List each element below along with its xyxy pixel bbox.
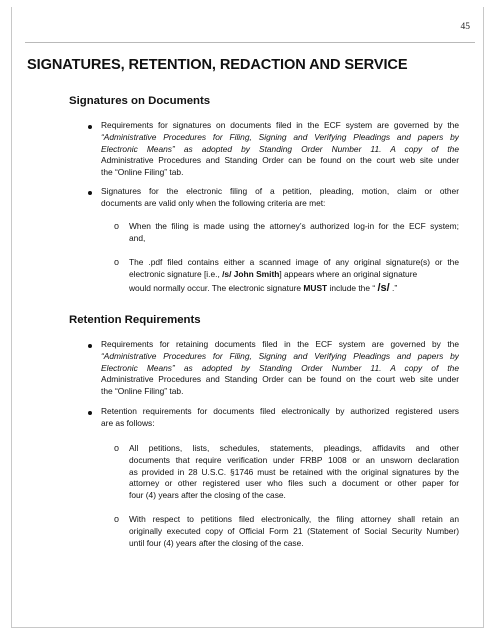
bullet-marker: [88, 191, 92, 195]
page-title: SIGNATURES, RETENTION, REDACTION AND SERVICE: [27, 57, 408, 73]
paragraph-signature-criteria: [101, 186, 459, 210]
text-line: Requirements for signatures on documents filed in the ECF system are governed by the: [101, 120, 459, 130]
text-line: are as follows:: [101, 417, 155, 428]
page-border-right: [483, 7, 484, 627]
text-line: [129, 283, 459, 295]
electronic-signature-example: /s/ John Smith: [222, 268, 280, 279]
text-line: and,: [129, 232, 146, 243]
page-number: 45: [460, 22, 470, 32]
text-line: the “Online Filing” tab.: [101, 167, 184, 178]
page-border-left: [11, 7, 12, 627]
text-line: [101, 363, 459, 375]
text-fragment: electronic signature [i.e.,: [129, 268, 223, 279]
text-line: Retention requirements for documents filed electronically by authorized registered users: [101, 406, 459, 416]
text-fragment: would normally occur. The electronic signature: [129, 282, 304, 293]
text-line: Signatures for the electronic filing of a petition, pleading, motion, claim or other: [101, 186, 459, 196]
bullet-marker: [88, 411, 92, 415]
text-line: “Administrative Procedures for Filing, Signing and Verifying Pleadings and papers by: [101, 131, 459, 142]
text-line: With respect to petitions filed electronically, the filing attorney shall retain an: [129, 514, 459, 524]
subitem-marker: o: [114, 221, 120, 231]
section-heading-signatures: Signatures on Documents: [69, 95, 211, 107]
must-emphasis: MUST: [303, 282, 328, 293]
subitem-pdf-signature: [129, 257, 459, 294]
text-line: Electronic Means” as adopted by Standing Order Number 11. A copy of the: [101, 143, 459, 154]
text-line: documents are valid only when the following criteria are met:: [101, 197, 326, 208]
text-line: “Administrative Procedures for Filing, Signing and Verifying Pleadings and papers by: [101, 350, 459, 361]
subitem-marker: o: [114, 257, 120, 267]
page-border-bottom: [11, 627, 484, 628]
subitem-official-form-21: [129, 514, 459, 549]
header-rule: [25, 42, 475, 43]
text-line: Administrative Procedures and Standing Order can be found on the court web site under: [101, 374, 459, 385]
text-line: four (4) years after the closing of the case.: [129, 490, 286, 501]
text-line: All petitions, lists, schedules, statements, pleadings, affidavits and other: [129, 443, 459, 453]
text-line: [129, 269, 459, 281]
text-line: Requirements for retaining documents filed in the ECF system are governed by the: [101, 339, 459, 349]
subitem-marker: o: [114, 514, 120, 524]
section-heading-retention: Retention Requirements: [69, 314, 201, 326]
text-line: Electronic Means” as adopted by Standing Order Number 11. A copy of the: [101, 362, 459, 373]
subitem-petitions-retention: [129, 443, 459, 502]
text-line: documents that require verification under FRBP 1008 or an unsworn declaration: [129, 454, 459, 465]
text-line: Administrative Procedures and Standing Order can be found on the court web site under: [101, 155, 459, 166]
signature-mark: /s/: [377, 282, 390, 294]
text-line: as provided in 28 U.S.C. §1746 must be retained with the original signatures by the: [129, 466, 459, 477]
subitem-login: [129, 221, 459, 245]
subitem-marker: o: [114, 443, 120, 453]
text-line: until four (4) years after the closing of the case.: [129, 537, 304, 548]
text-line: When the filing is made using the attorney’s authorized log-in for the ECF system;: [129, 221, 459, 231]
text-line: attorney or other registered user who files such a document or other paper for: [129, 478, 459, 489]
text-line: [101, 144, 459, 156]
bullet-marker: [88, 125, 92, 129]
text-line: The .pdf filed contains either a scanned image of any original signature(s) or the: [129, 257, 459, 267]
paragraph-retention-requirements: [101, 339, 459, 398]
text-fragment: include the “: [327, 282, 378, 293]
text-fragment: .”: [389, 282, 398, 293]
paragraph-signature-requirements: [101, 120, 459, 179]
text-line: originally executed copy of Official Form 21 (Statement of Social Security Number): [129, 525, 459, 536]
bullet-marker: [88, 344, 92, 348]
text-line: the “Online Filing” tab.: [101, 386, 184, 397]
paragraph-retention-users: [101, 406, 459, 430]
text-fragment: ] appears where an original signature: [279, 268, 418, 279]
